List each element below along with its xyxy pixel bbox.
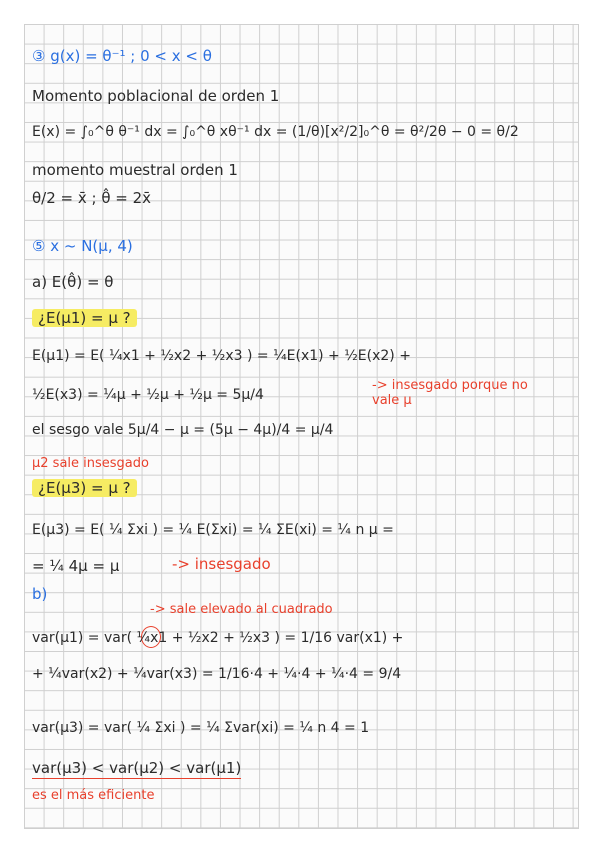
problem-5-header: ⑤ x ~ N(μ, 4) [32, 237, 133, 255]
part-b-label: b) [32, 585, 48, 603]
question-mu1 [32, 308, 137, 328]
estimator-result: θ/2 = x̄ ; θ̂ = 2x̄ [32, 189, 152, 207]
highlight-mu3: ¿E(μ3) = μ ? [32, 479, 137, 497]
variance-comparison [32, 758, 241, 778]
variance-mu1-line2: + ¼var(x2) + ¼var(x3) = 1/16·4 + ¼·4 + ¼·4 = 9/4 [32, 666, 402, 682]
population-moment-label: Momento poblacional de orden 1 [32, 87, 280, 105]
most-efficient-note: es el más eficiente [32, 788, 155, 803]
variance-mu3: var(μ3) = var( ¼ Σxi ) = ¼ Σvar(xi) = ¼ n 4 = 1 [32, 720, 370, 736]
mu2-unbiased-note: μ2 sale insesgado [32, 456, 149, 471]
problem-3-header: ③ g(x) = θ⁻¹ ; 0 < x < θ [32, 47, 212, 65]
expectation-integral: E(x) = ∫₀^θ θ⁻¹ dx = ∫₀^θ xθ⁻¹ dx = (1/θ)[x²/2]₀^θ = θ²/2θ − 0 = θ/2 [32, 124, 519, 140]
expectation-mu1-line1: E(μ1) = E( ¼x1 + ½x2 + ½x3 ) = ¼E(x1) + ½E(x2) + [32, 348, 411, 364]
expectation-mu3-line2: = ¼ 4μ = μ [32, 557, 120, 575]
expectation-mu3-line1: E(μ3) = E( ¼ Σxi ) = ¼ E(Σxi) = ¼ ΣE(xi) = ¼ n μ = [32, 522, 394, 538]
question-mu3 [32, 478, 137, 498]
part-a-statement: a) E(θ̂) = θ [32, 273, 114, 291]
mu3-unbiased-note: -> insesgado [172, 555, 271, 573]
variance-mu1-line1: var(μ1) = var( ¼x1 + ½x2 + ½x3 ) = 1/16 var(x1) + [32, 630, 404, 646]
bias-note: -> insesgado porque no vale μ [372, 378, 528, 408]
sample-moment-label: momento muestral orden 1 [32, 161, 238, 179]
variance-comparison-text: var(μ3) < var(μ2) < var(μ1) [32, 759, 242, 777]
expectation-mu1-line2: ½E(x3) = ¼μ + ½μ + ½μ = 5μ/4 [32, 387, 264, 403]
highlight-mu1: ¿E(μ1) = μ ? [32, 309, 137, 327]
bias-value: el sesgo vale 5μ/4 − μ = (5μ − 4μ)/4 = μ/4 [32, 422, 334, 438]
squared-note: -> sale elevado al cuadrado [150, 602, 333, 617]
